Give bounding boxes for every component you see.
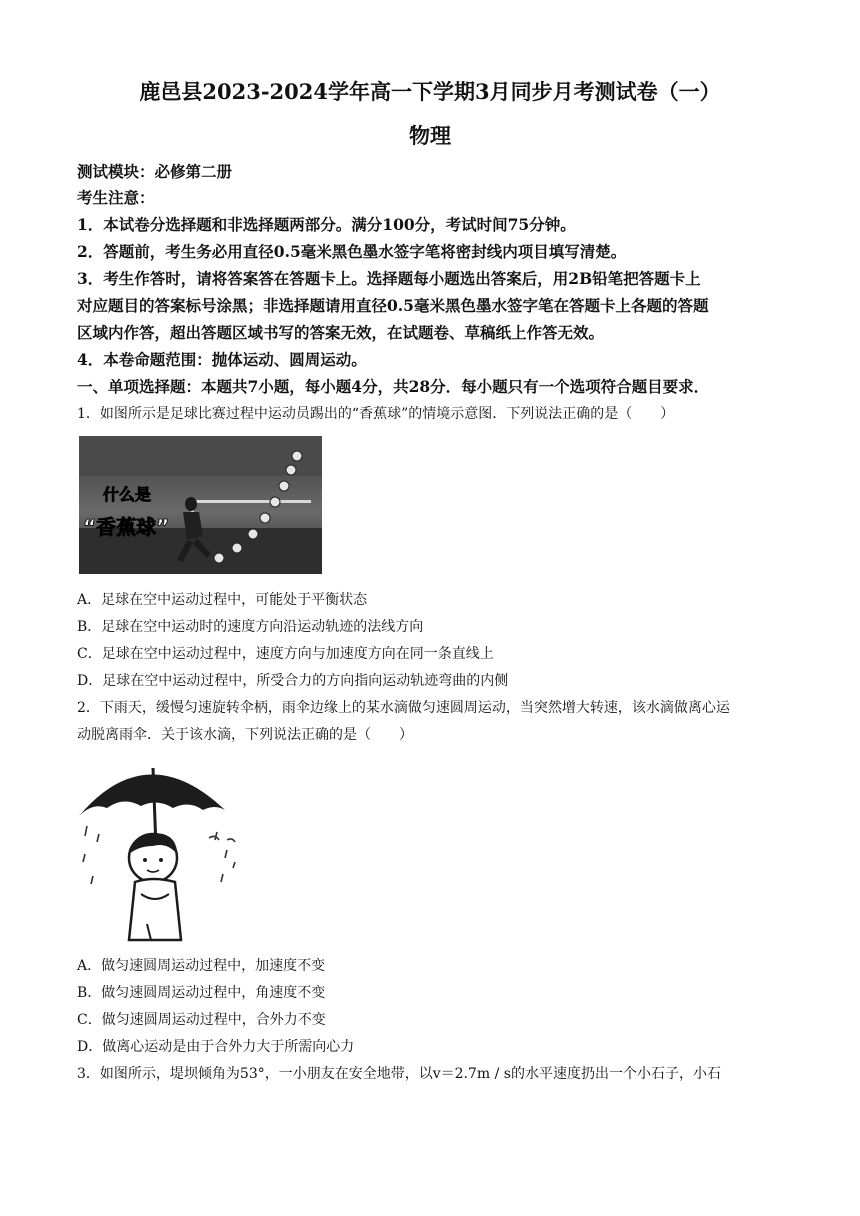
question-2-option-c: C．做匀速圆周运动过程中，合外力不变: [77, 1012, 326, 1028]
notice-line-1: 1．本试卷分选择题和非选择题两部分。满分100分，考试时间75分钟。: [77, 215, 576, 234]
question-1-stem: 1．如图所示是足球比赛过程中运动员踢出的“香蕉球”的情境示意图．下列说法正确的是（ ）: [77, 406, 675, 422]
test-module: 测试模块：必修第二册: [77, 162, 233, 181]
question-2-option-a: A．做匀速圆周运动过程中，加速度不变: [77, 958, 326, 974]
question-2-option-d: D．做离心运动是由于合外力大于所需向心力: [77, 1039, 355, 1055]
section-heading: 一、单项选择题：本题共7小题，每小题4分，共28分．每小题只有一个选项符合题目要求．: [77, 377, 710, 396]
question-3-stem: 3．如图所示，堤坝倾角为53°，一小朋友在安全地带，以v＝2.7m / s的水平速度扔出一个小石子，小石: [77, 1066, 721, 1082]
notice-line-3: 3．考生作答时，请将答案答在答题卡上。选择题每小题选出答案后，用2B铅笔把答题卡上: [77, 269, 701, 288]
subject-title: 物理: [409, 123, 451, 148]
notice-line-2: 2．答题前，考生务必用直径0.5毫米黑色墨水签字笔将密封线内项目填写清楚。: [77, 242, 627, 261]
question-1-option-d: D．足球在空中运动过程中，所受合力的方向指向运动轨迹弯曲的内侧: [77, 673, 509, 689]
notice-line-4: 对应题目的答案标号涂黑；非选择题请用直径0.5毫米黑色墨水签字笔在答题卡上各题的答题: [77, 296, 709, 315]
question-2-stem-line-2: 动脱离雨伞．关于该水滴，下列说法正确的是（ ）: [77, 727, 413, 743]
exam-title: 鹿邑县2023-2024学年高一下学期3月同步月考测试卷（一）: [139, 79, 721, 104]
question-2-stem-line-1: 2．下雨天，缓慢匀速旋转伞柄，雨伞边缘上的某水滴做匀速圆周运动，当突然增大转速，该水滴做离心运: [77, 700, 730, 716]
image-caption-line-1: 什么是: [103, 485, 152, 504]
notice-line-6: 4．本卷命题范围：抛体运动、圆周运动。: [77, 350, 367, 369]
image-caption-line-2: “香蕉球”: [83, 515, 170, 539]
umbrella-image: [77, 754, 247, 944]
question-1-option-a: A．足球在空中运动过程中，可能处于平衡状态: [77, 592, 368, 608]
notice-title: 考生注意：: [77, 188, 155, 207]
banana-kick-image: [79, 436, 322, 574]
question-1-option-c: C．足球在空中运动过程中，速度方向与加速度方向在同一条直线上: [77, 646, 494, 662]
question-2-option-b: B．做匀速圆周运动过程中，角速度不变: [77, 985, 326, 1001]
notice-line-5: 区域内作答，超出答题区域书写的答案无效，在试题卷、草稿纸上作答无效。: [77, 323, 605, 342]
question-1-option-b: B．足球在空中运动时的速度方向沿运动轨迹的法线方向: [77, 619, 424, 635]
